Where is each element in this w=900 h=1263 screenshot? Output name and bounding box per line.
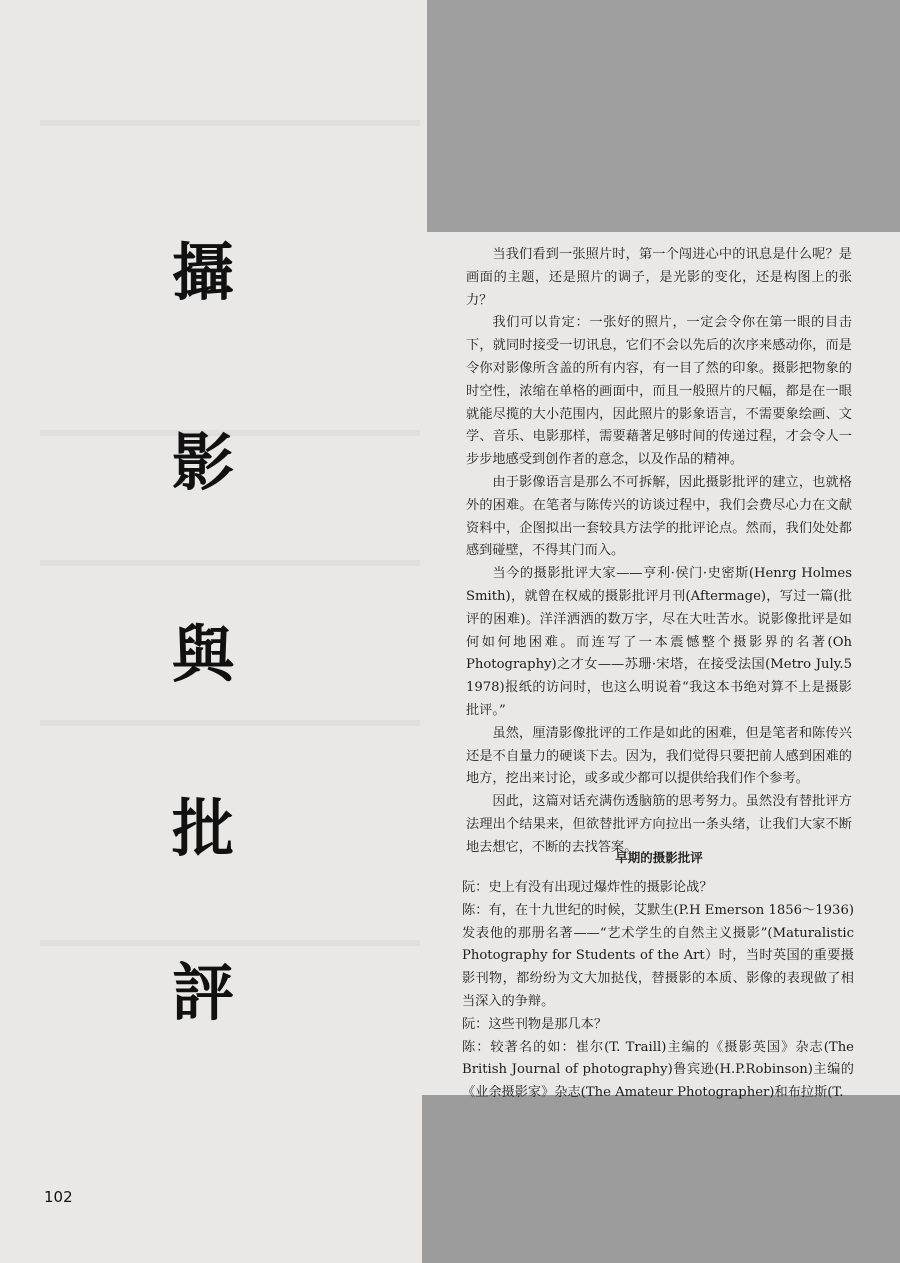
paragraph: 当今的摄影批评大家——亨利·侯门·史密斯(Henrg Holmes Smith)，就曾在权威的摄影批评月刊(Aftermage)，写过一篇(批评的困难)。洋洋洒洒的数万字，尽在大吐苦水。说影像批评是如何如何地困难。而连写了一本震憾整个摄影界的名著(Oh Photography)之才女——苏珊·宋塔，在接受法国(Metro July.5 1978)报纸的访问时，也这么明说着“我这本书绝对算不上是摄影批评。” bbox=[466, 566, 852, 718]
title-char-pi: 批 bbox=[171, 792, 234, 865]
dialogue-line: 陈：较著名的如：崔尔(T. Traill)主编的《摄影英国》杂志(The British Journal of photography)鲁宾逊(H.P.Robinson)主编的《业余摄影家》杂志(The Amateur Photographer)和布拉斯(T. bbox=[462, 1039, 854, 1101]
dialogue-line: 阮：史上有没有出现过爆炸性的摄影论战？ bbox=[462, 880, 713, 895]
paragraph: 我们可以肯定：一张好的照片，一定会令你在第一眼的目击下，就同时接受一切讯息，它们不会以先后的次序来感动你，而是令你对影像所含盖的所有内容，有一目了然的印象。摄影把物象的时空性，浓缩在单格的画面中，而且一般照片的尺幅，都是在一眼就能尽揽的大小范围内，因此照片的影象语言，不需要象绘画、文学、音乐、电影那样，需要藉著足够时间的传递过程，才会令人一步步地感受到创作者的意念，以及作品的精神。 bbox=[466, 315, 852, 468]
dialogue-line: 阮：这些刊物是那几本？ bbox=[462, 1016, 608, 1032]
show-through-line bbox=[40, 560, 420, 566]
title-char-ying: 影 bbox=[171, 426, 234, 499]
title-char-yu: 與 bbox=[171, 618, 234, 691]
gray-block-top bbox=[427, 0, 900, 232]
page-number: 102 bbox=[44, 1188, 73, 1206]
paragraph: 由于影像语言是那么不可拆解，因此摄影批评的建立，也就格外的困难。在笔者与陈传兴的访谈过程中，我们会费尽心力在文献资料中，企图拟出一套较具方法学的批评论点。然而，我们处处都感到碰壁，不得其门而入。 bbox=[466, 474, 852, 559]
dialogue-text bbox=[462, 877, 854, 1105]
show-through-line bbox=[40, 720, 420, 726]
show-through-line bbox=[40, 120, 420, 126]
section-heading: 早期的摄影批评 bbox=[615, 850, 703, 865]
intro-text bbox=[466, 244, 852, 860]
gray-block-bottom bbox=[422, 1095, 900, 1263]
title-char-ping: 評 bbox=[171, 956, 234, 1029]
paragraph: 因此，这篇对话充满伤透脑筋的思考努力。虽然没有替批评方法理出个结果来，但欲替批评方向拉出一条头绪，让我们大家不断地去想它，不断的去找答案。 bbox=[466, 794, 852, 855]
paragraph: 虽然，厘清影像批评的工作是如此的困难，但是笔者和陈传兴还是不自量力的硬谈下去。因为，我们觉得只要把前人感到困难的地方，挖出来讨论，或多或少都可以提供给我们作个参考。 bbox=[466, 725, 852, 787]
paragraph: 当我们看到一张照片时，第一个闯进心中的讯息是什么呢？是画面的主题，还是照片的调子，是光影的变化，还是构图上的张力？ bbox=[466, 247, 852, 308]
title-char-she: 攝 bbox=[171, 236, 234, 309]
dialogue-line: 陈：有，在十九世纪的时候，艾默生(P.H Emerson 1856～1936)发表他的那册名著——“艺术学生的自然主义摄影”(Maturalistic Photography for Students of the Art）时，当时英国的重要摄影刊物，都纷纷为文大加挞伐，替摄影的本质、影像的表现做了相当深入的争辩。 bbox=[462, 902, 854, 1009]
show-through-line bbox=[40, 940, 420, 946]
